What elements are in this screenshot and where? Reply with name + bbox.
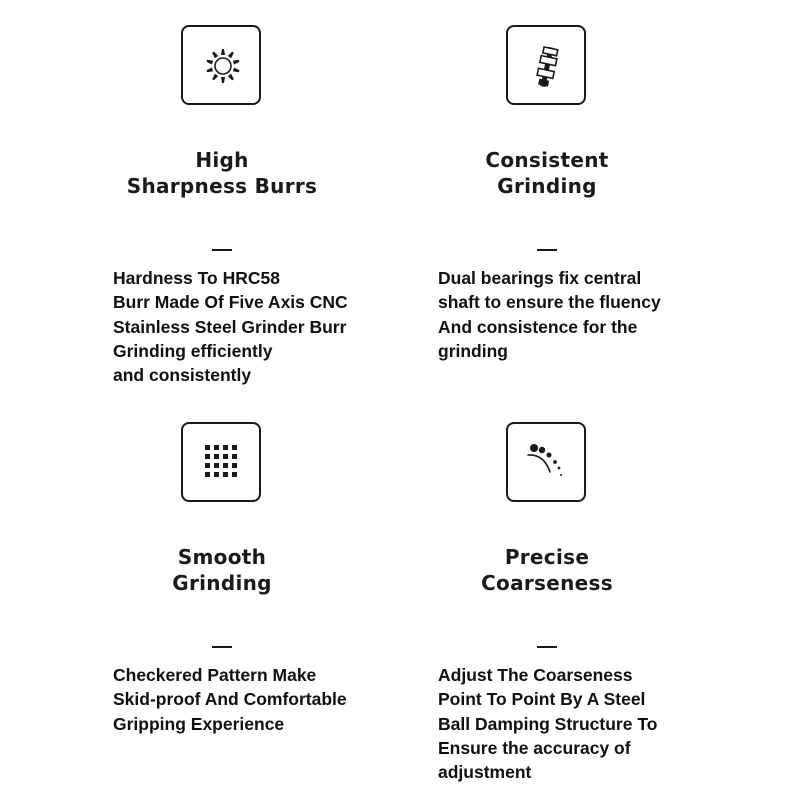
grid-dot: [232, 445, 237, 450]
grid-dot: [205, 454, 210, 459]
feature-description: [438, 266, 728, 363]
feature-title-line: Consistent: [485, 148, 609, 172]
grid-dot: [214, 454, 219, 459]
description-line: Skid-proof And Comfortable: [113, 689, 347, 710]
description-line: adjustment: [438, 762, 532, 783]
description-line: Dual bearings fix central: [438, 268, 642, 288]
feature-icon-box: [181, 25, 261, 105]
coarseness-dots-icon: [508, 424, 584, 500]
feature-title-line: Precise: [504, 545, 590, 569]
feature-title: [397, 147, 697, 199]
feature-title-line: Grinding: [497, 174, 597, 198]
description-line: and consistently: [113, 365, 252, 386]
grid-dot: [205, 445, 210, 450]
grid-dot: [205, 463, 210, 468]
feature-title: [397, 544, 697, 596]
divider-dash: [212, 646, 232, 648]
feature-title-line: Grinding: [172, 571, 272, 595]
grid-dot: [232, 463, 237, 468]
grid-dot: [232, 454, 237, 459]
bearing-shaft-icon: [508, 27, 584, 103]
feature-description: [438, 663, 728, 784]
gear-sun-icon: [183, 27, 259, 103]
grid-dot: [205, 472, 210, 477]
feature-icon-box: [506, 422, 586, 502]
description-line: Ensure the accuracy of: [438, 737, 631, 758]
feature-title-line: Smooth: [177, 545, 267, 569]
divider-dash: [212, 249, 232, 251]
feature-icon-box: [181, 422, 261, 502]
grid-dot: [214, 463, 219, 468]
divider-dash: [537, 249, 557, 251]
description-line: shaft to ensure the fluency: [438, 292, 661, 313]
feature-icon-box: [506, 25, 586, 105]
description-line: grinding: [438, 340, 508, 361]
description-line: Stainless Steel Grinder Burr: [113, 316, 347, 337]
feature-title-line: Coarseness: [481, 571, 613, 595]
feature-precise-coarseness: [325, 397, 725, 797]
description-line: Burr Made Of Five Axis CNC: [113, 292, 348, 313]
feature-consistent-grinding: [325, 0, 725, 400]
description-line: Point To Point By A Steel: [438, 689, 646, 710]
divider-dash: [537, 646, 557, 648]
description-line: Ball Damping Structure To: [438, 713, 658, 734]
description-line: And consistence for the: [438, 316, 638, 337]
feature-title-line: Sharpness Burrs: [126, 174, 318, 198]
description-line: Grinding efficiently: [113, 340, 273, 361]
feature-title-line: High: [195, 148, 249, 172]
description-line: Hardness To HRC58: [113, 268, 280, 288]
description-line: Checkered Pattern Make: [113, 665, 317, 685]
grid-dot: [223, 472, 228, 477]
grid-dot: [214, 445, 219, 450]
grid-dot: [223, 454, 228, 459]
description-line: Adjust The Coarseness: [438, 665, 633, 685]
grid-dot: [232, 472, 237, 477]
grid-dot: [223, 445, 228, 450]
description-line: Gripping Experience: [113, 713, 285, 734]
grid-dot: [223, 463, 228, 468]
grid-dot: [214, 472, 219, 477]
dot-grid-icon: [183, 424, 259, 500]
